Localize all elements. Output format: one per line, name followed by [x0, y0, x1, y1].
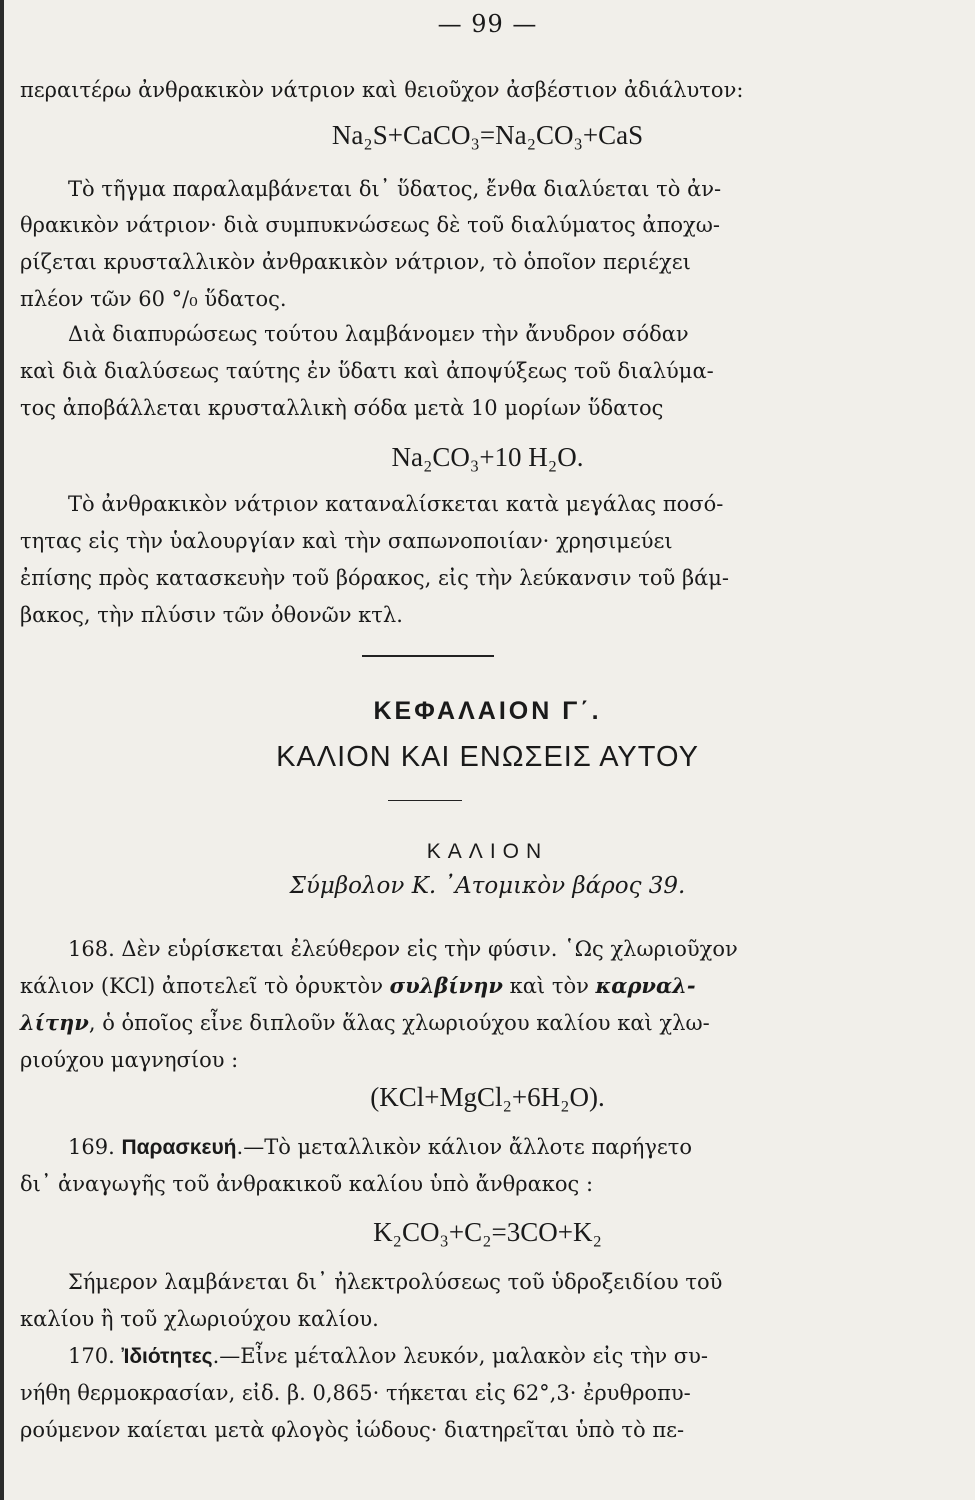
text-line-top: περαιτέρω ἀνθρακικὸν νάτριον καὶ θειοῦχον ἀσβέστιον ἀδιάλυτον: — [20, 78, 744, 102]
formula-sodium-sulfide: Na₂S+CaCO₃=Na₂CO₃+CaS — [331, 120, 644, 150]
term-carnallite-end: λίτην — [20, 1010, 89, 1035]
s168-line-1: 168. Δὲν εὑρίσκεται ἐλεύθερον εἰς τὴν φύσιν. ῾Ως χλωριοῦχον — [68, 937, 738, 961]
para-c-line-1: Τὸ ἀνθρακικὸν νάτριον καταναλίσκεται κατὰ μεγάλας ποσό- — [68, 492, 724, 516]
para-a-line-3: ρίζεται κρυσταλλικὸν ἀνθρακικὸν νάτριον, τὸ ὁποῖον περιέχει — [20, 250, 691, 274]
term-sylvine: συλβίνην — [389, 973, 503, 998]
term-carnallite-start: καρναλ- — [595, 973, 696, 998]
chapter-label: ΚΕΦΑΛΑΙΟΝ Γ΄. — [373, 697, 602, 725]
para-c-line-3: ἐπίσης πρὸς κατασκευὴν τοῦ βόρακος, εἰς τὴν λεύκανσιν τοῦ βάμ- — [20, 566, 730, 590]
para-c-line-4: βακος, τὴν πλύσιν τῶν ὀθονῶν κτλ. — [20, 603, 403, 627]
title-divider — [388, 800, 462, 801]
formula-soda-crystal: Na₂CO₃+10 H₂O. — [391, 442, 584, 472]
heading-properties: Ἰδιότητες — [121, 1345, 213, 1368]
s170-line-1: 170. Ἰδιότητες.—Εἶνε μέταλλον λευκόν, μαλακὸν εἰς τὴν συ- — [68, 1344, 708, 1368]
formula-carnallite: (KCl+MgCl₂+6H₂O). — [370, 1082, 605, 1112]
formula-potassium-reduction: K₂CO₃+C₂=3CO+K₂ — [373, 1217, 602, 1247]
page-number: — 99 — — [437, 10, 538, 38]
para-b-line-2: καὶ διὰ διαλύσεως ταύτης ἐν ὕδατι καὶ ἀποψύξεως τοῦ διαλύμα- — [20, 359, 714, 383]
para-c-line-2: τητας εἰς τὴν ὑαλουργίαν καὶ τὴν σαπωνοποιίαν· χρησιμεύει — [20, 529, 673, 553]
chapter-title: ΚΑΛΙΟΝ ΚΑΙ ΕΝΩΣΕΙΣ ΑΥΤΟΥ — [276, 741, 699, 773]
s168-line-2: κάλιον (KCl) ἀποτελεῖ τὸ ὀρυκτὸν συλβίνην καὶ τὸν καρναλ- — [20, 973, 696, 998]
para-a-line-4: πλέον τῶν 60 °/₀ ὕδατος. — [20, 287, 287, 311]
para-b-line-1: Διὰ διαπυρώσεως τούτου λαμβάνομεν τὴν ἄνυδρον σόδαν — [68, 322, 689, 346]
s169-line-1: 169. Παρασκευή.—Τὸ μεταλλικὸν κάλιον ἄλλοτε παρήγετο — [68, 1135, 693, 1159]
para-a-line-2: θρακικὸν νάτριον· διὰ συμπυκνώσεως δὲ τοῦ διαλύματος ἀποχω- — [20, 213, 721, 237]
s169-line-2: δι᾿ ἀναγωγῆς τοῦ ἀνθρακικοῦ καλίου ὑπὸ ἄνθρακος : — [20, 1172, 594, 1196]
section-divider — [362, 655, 494, 657]
para-b-line-3: τος ἀποβάλλεται κρυσταλλικὴ σόδα μετὰ 10 μορίων ὕδατος — [20, 396, 664, 420]
s168-line-3: λίτην, ὁ ὁποῖος εἶνε διπλοῦν ἅλας χλωριούχου καλίου καὶ χλω- — [20, 1010, 710, 1035]
s168-line-4: ριούχου μαγνησίου : — [20, 1048, 239, 1072]
heading-preparation: Παρασκευή — [121, 1136, 237, 1159]
symbol-line: Σύμβολον Κ. ᾿Ατομικὸν βάρος 39. — [289, 873, 686, 899]
para-a-line-1: Τὸ τῆγμα παραλαμβάνεται δι᾿ ὕδατος, ἔνθα διαλύεται τὸ ἀν- — [68, 177, 722, 201]
para-d-line-1: Σήμερον λαμβάνεται δι᾿ ἠλεκτρολύσεως τοῦ ὑδροξειδίου τοῦ — [68, 1270, 723, 1294]
para-d-line-2: καλίου ἢ τοῦ χλωριούχου καλίου. — [20, 1307, 379, 1331]
s170-line-2: νήθη θερμοκρασίαν, εἰδ. β. 0,865· τήκεται εἰς 62°,3· ἐρυθροπυ- — [20, 1381, 691, 1405]
section-subtitle: ΚΑΛΙΟΝ — [426, 840, 549, 863]
s170-line-3: ρούμενον καίεται μετὰ φλογὸς ἰώδους· διατηρεῖται ὑπὸ τὸ πε- — [20, 1418, 685, 1442]
